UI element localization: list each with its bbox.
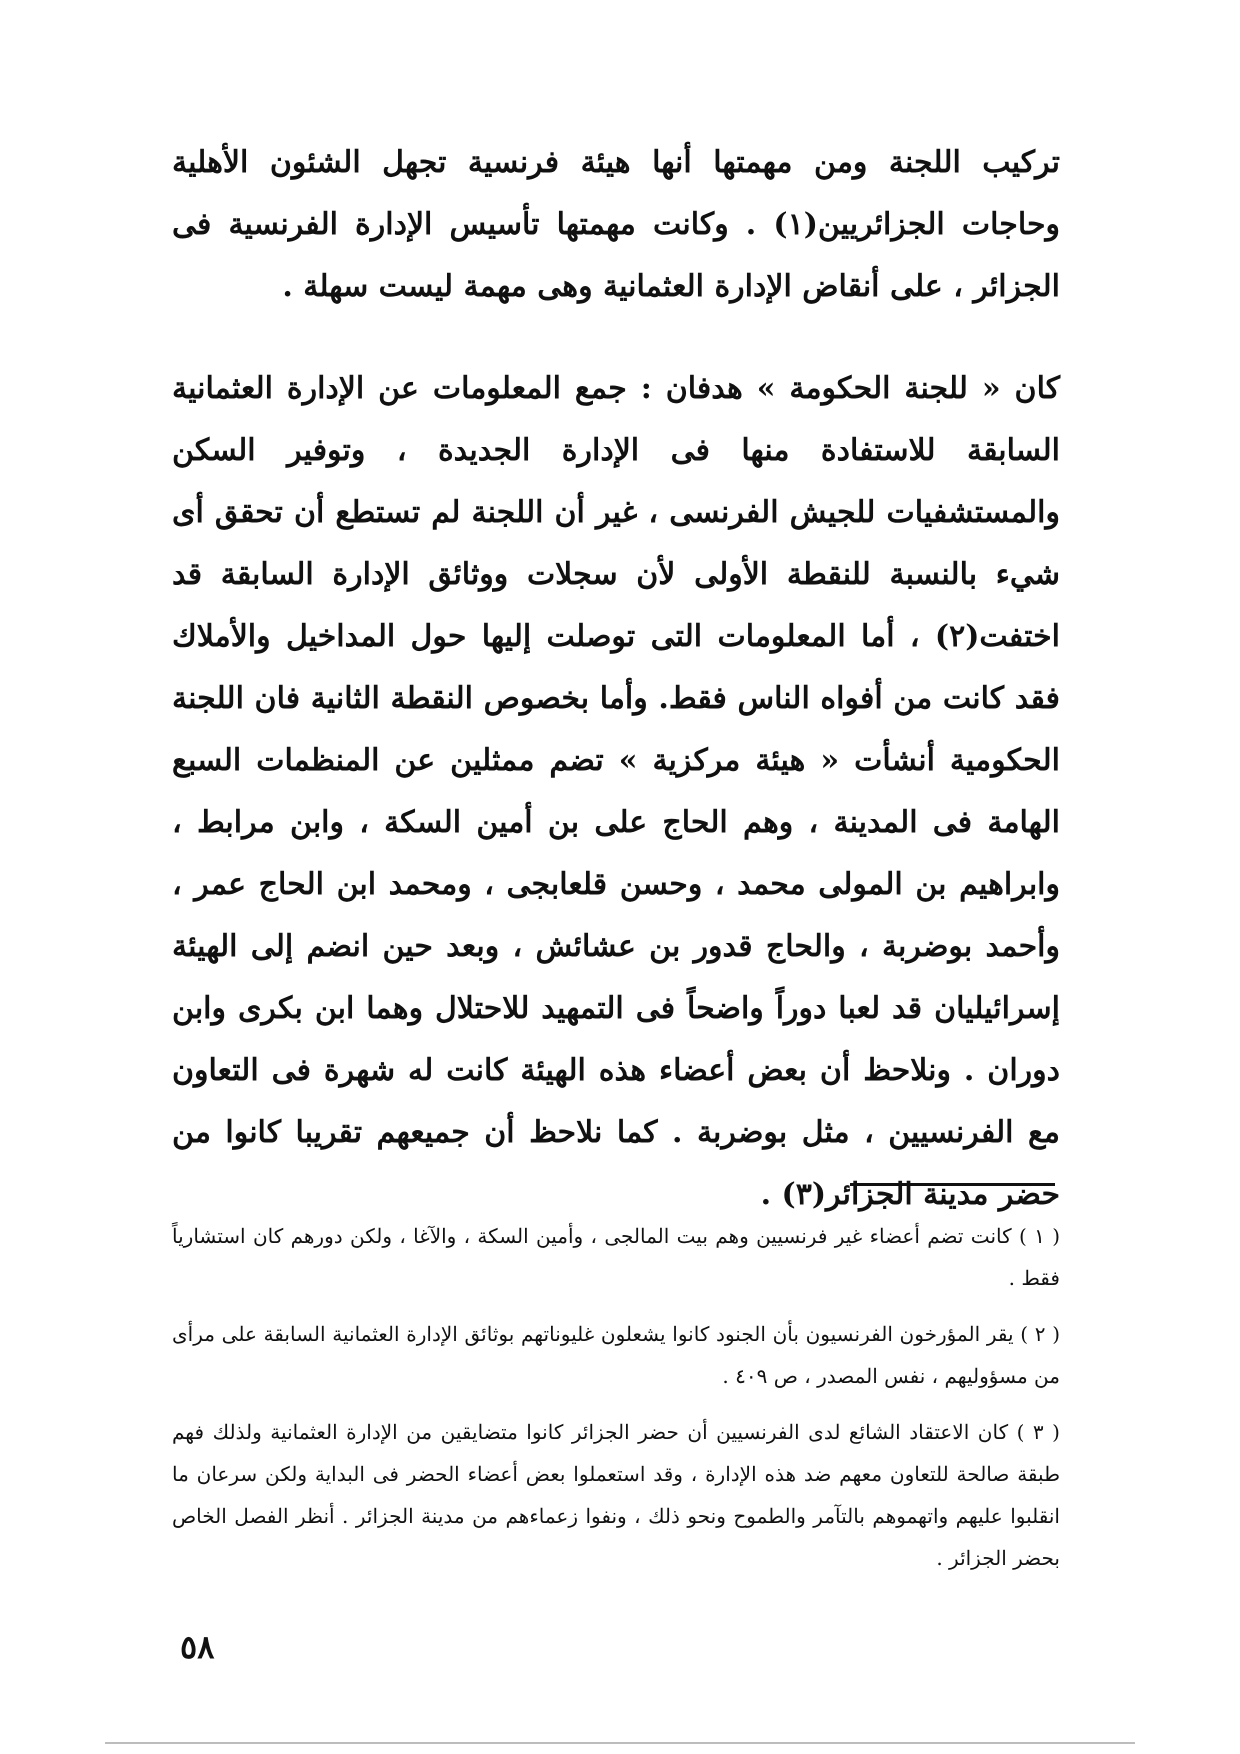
footnote-2: ( ٢ ) يقر المؤرخون الفرنسيون بأن الجنود كانوا يشعلون غليوناتهم بوثائق الإدارة العثمانية السابقة على مرأى من مسؤوليهم ، نفس المصدر ، ص ٤٠٩ . <box>172 1322 1060 1388</box>
footnote-1: ( ١ ) كانت تضم أعضاء غير فرنسيين وهم بيت المالجى ، وأمين السكة ، والآغا ، ولكن دورهم كان استشارياً فقط . <box>172 1224 1060 1290</box>
footnote-3: ( ٣ ) كان الاعتقاد الشائع لدى الفرنسيين أن حضر الجزائر كانوا متضايقين من الإدارة العثمانية ولذلك فهم طبقة صالحة للتعاون معهم ضد هذه الإدارة ، وقد استعملوا بعض أعضاء الحضر فى البداية ولكن سرعان ما انقلبوا عليهم واتهموهم بالتآمر والطموح ونحو ذلك ، ونفوا زعماءهم من مدينة الجزائر . أنظر الفصل الخاص بحضر الجزائر . <box>172 1420 1060 1570</box>
main-text <box>172 132 1060 1226</box>
footnotes <box>172 1215 1060 1579</box>
paragraph-2: كان « للجنة الحكومة » هدفان : جمع المعلومات عن الإدارة العثمانية السابقة للاستفادة منها فى الإدارة الجديدة ، وتوفير السكن والمستشفيات للجيش الفرنسى ، غير أن اللجنة لم تستطع أن تحقق أى شيء بالنسبة للنقطة الأولى لأن سجلات ووثائق الإدارة السابقة قد اختفت(٢) ، أما المعلومات التى توصلت إليها حول المداخيل والأملاك فقد كانت من أفواه الناس فقط. وأما بخصوص النقطة الثانية فان اللجنة الحكومية أنشأت « هيئة مركزية » تضم ممثلين عن المنظمات السبع الهامة فى المدينة ، وهم الحاج على بن أمين السكة ، وابن مرابط ، وابراهيم بن المولى محمد ، وحسن قلعابجى ، ومحمد ابن الحاج عمر ، وأحمد بوضربة ، والحاج قدور بن عشائش ، وبعد حين انضم إلى الهيئة إسرائيليان قد لعبا دوراً واضحاً فى التمهيد للاحتلال وهما ابن بكرى وابن دوران . ونلاحظ أن بعض أعضاء هذه الهيئة كانت له شهرة فى التعاون مع الفرنسيين ، مثل بوضربة . كما نلاحظ أن جميعهم تقريبا كانوا من حضر مدينة الجزائر(٣) . <box>172 371 1060 1212</box>
page-number: ٥٨ <box>180 1628 215 1666</box>
bottom-rule <box>105 1742 1135 1744</box>
paragraph-1: تركيب اللجنة ومن مهمتها أنها هيئة فرنسية تجهل الشئون الأهلية وحاجات الجزائريين(١) . وكانت مهمتها تأسيس الإدارة الفرنسية فى الجزائر ، على أنقاض الإدارة العثمانية وهى مهمة ليست سهلة . <box>172 145 1060 304</box>
footnote-divider <box>850 1183 1055 1186</box>
